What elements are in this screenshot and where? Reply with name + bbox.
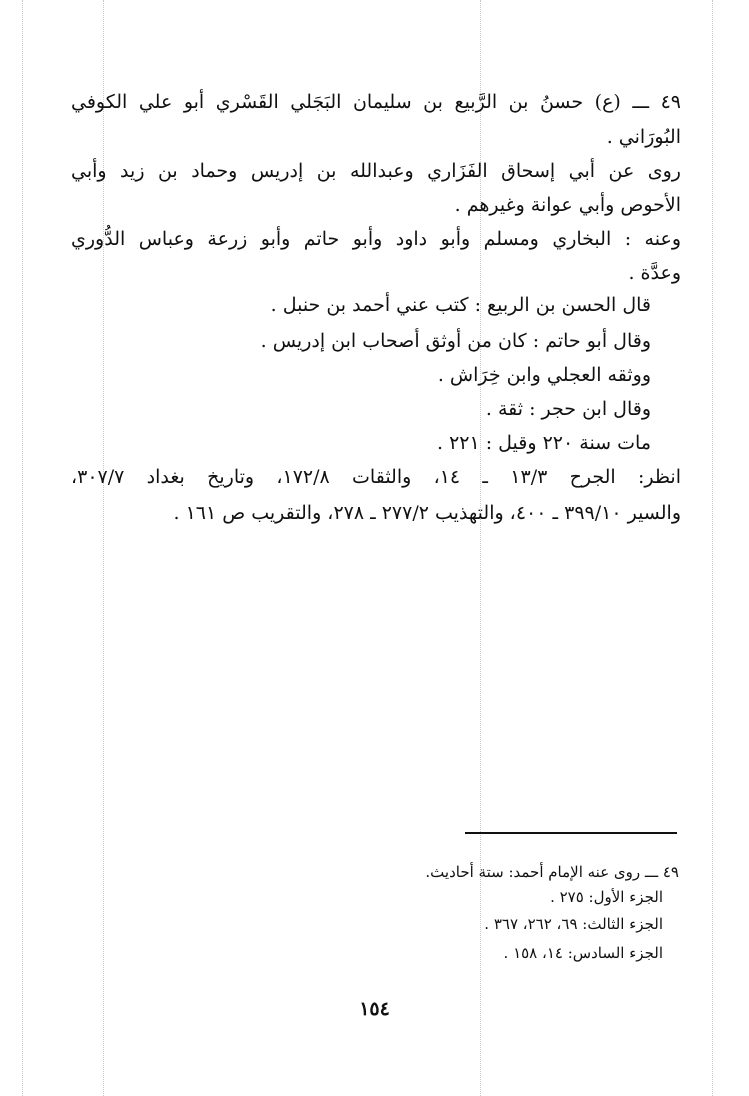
- footnote-line-4: الجزء السادس: ١٤، ١٥٨ .: [503, 944, 663, 962]
- narrators-from-him-line-2: وعدَّة .: [628, 262, 681, 284]
- narrators-from-him-line-1: وعنه : البخاري ومسلم وأبو داود وأبو حاتم وأبو زرعة وعباس الدُّوري: [71, 228, 681, 250]
- quote-ibn-hajar: وقال ابن حجر : ثقة .: [485, 398, 651, 420]
- quote-hasan: قال الحسن بن الربيع : كتب عني أحمد بن حنبل .: [270, 294, 651, 316]
- narrated-from-line-2: الأحوص وأبي عوانة وغيرهم .: [454, 194, 681, 216]
- references-line-2: والسير ٣٩٩/١٠ ـ ٤٠٠، والتهذيب ٢٧٧/٢ ـ ٢٧٨، والتقريب ص ١٦١ .: [173, 502, 681, 524]
- entry-heading: ٤٩ ـــ (ع) حسنُ بن الرَّبيع بن سليمان البَجَلي القَسْري أبو علي الكوفي: [71, 91, 681, 113]
- scan-guide-line: [22, 0, 23, 1096]
- footnote-line-2: الجزء الأول: ٢٧٥ .: [550, 888, 663, 906]
- scan-guide-line: [712, 0, 713, 1096]
- footnote-line-1: ٤٩ ـــ روى عنه الإمام أحمد: ستة أحاديث.: [425, 863, 679, 881]
- quote-abu-hatim: وقال أبو حاتم : كان من أوثق أصحاب ابن إدريس .: [260, 330, 651, 352]
- quote-ijli: ووثقه العجلي وابن خِرَاش .: [437, 364, 651, 386]
- references-line-1: انظر: الجرح ١٣/٣ ـ ١٤، والثقات ١٧٢/٨، وتاريخ بغداد ٣٠٧/٧،: [71, 466, 681, 488]
- entry-heading-continuation: البُورَاني .: [606, 126, 681, 148]
- page-number: ١٥٤: [359, 998, 390, 1020]
- narrated-from-line-1: روى عن أبي إسحاق الفَزَاري وعبدالله بن إدريس وحماد بن زيد وأبي: [71, 160, 681, 182]
- death-year: مات سنة ٢٢٠ وقيل : ٢٢١ .: [436, 432, 651, 454]
- footnote-line-3: الجزء الثالث: ٦٩، ٢٦٢، ٣٦٧ .: [484, 915, 663, 933]
- footnote-separator: [465, 832, 677, 834]
